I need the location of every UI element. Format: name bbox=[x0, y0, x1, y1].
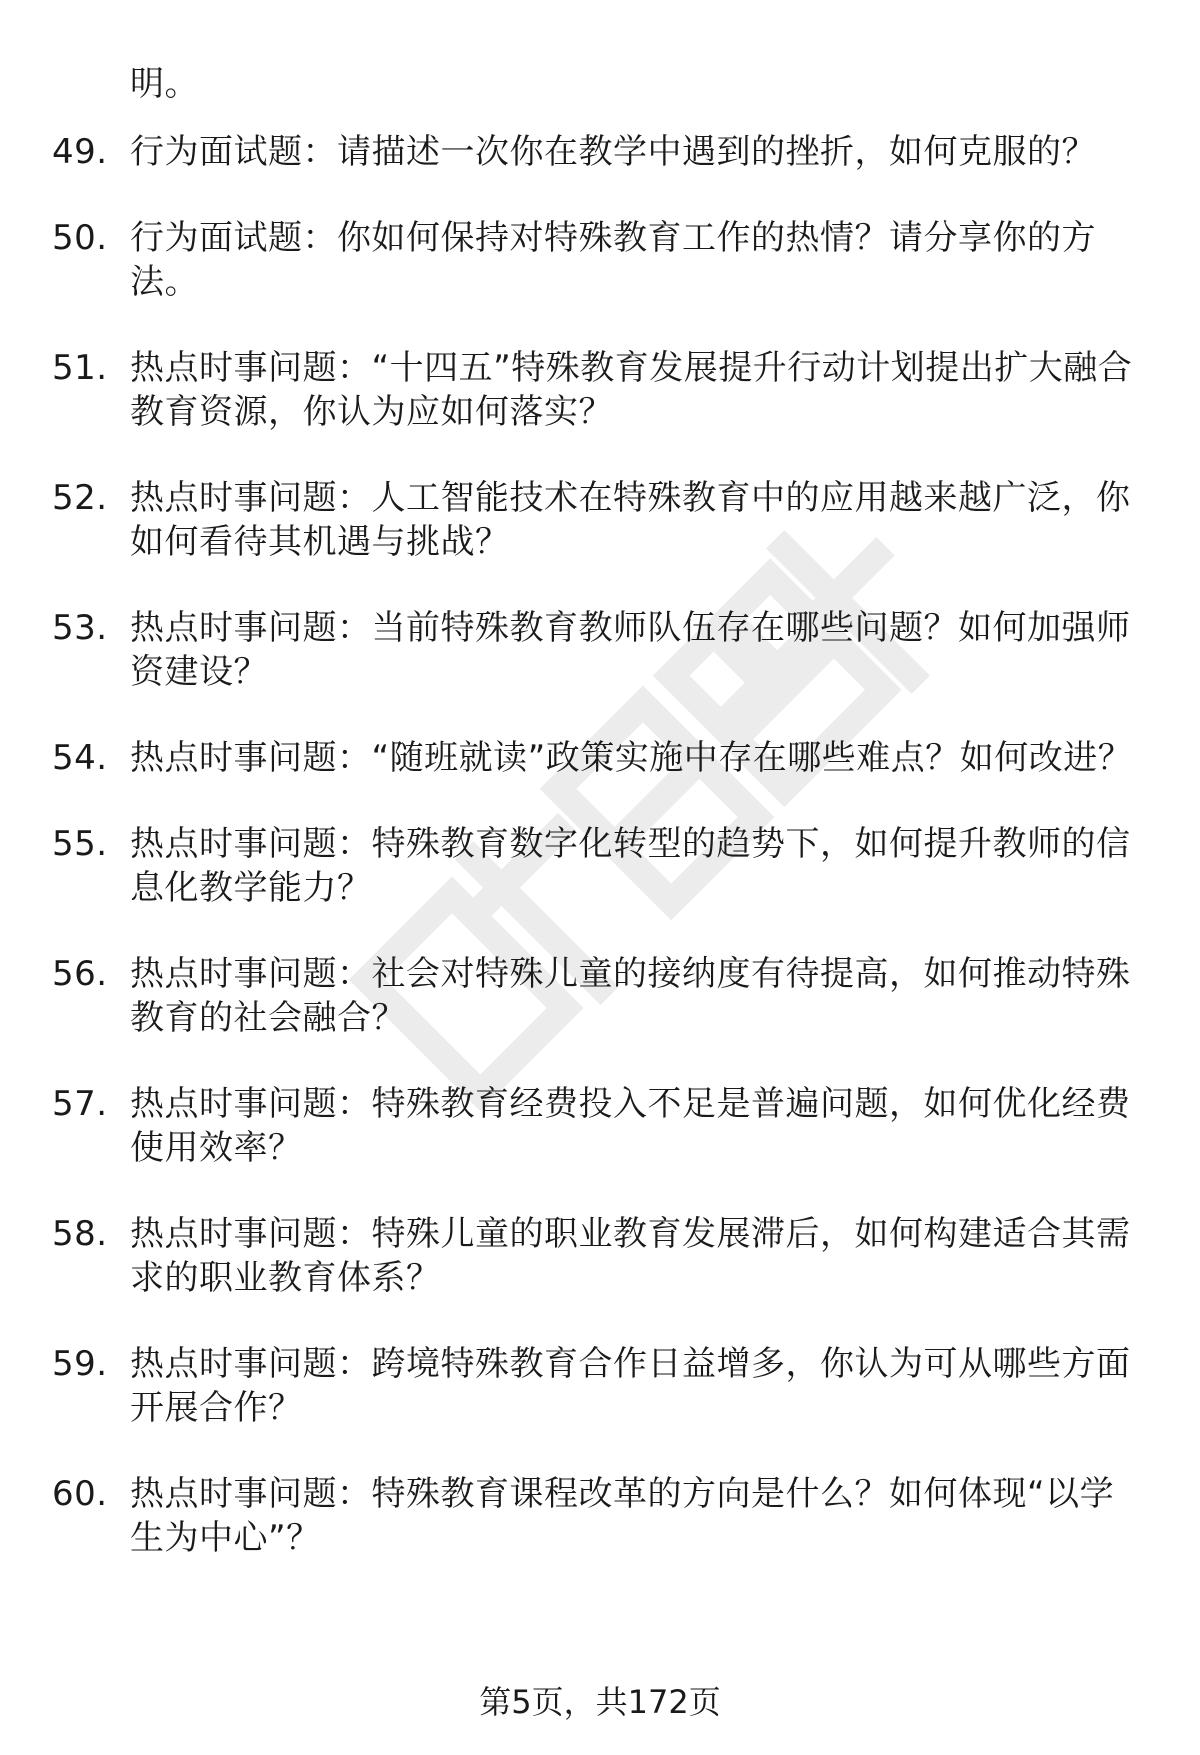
question-number: 55. bbox=[52, 824, 108, 864]
question-number: 51. bbox=[52, 348, 108, 388]
question-text: 热点时事问题：跨境特殊教育合作日益增多，你认为可从哪些方面开展合作？ bbox=[130, 1344, 1131, 1428]
question-item bbox=[0, 476, 1200, 564]
question-text: 热点时事问题：特殊教育经费投入不足是普遍问题，如何优化经费使用效率？ bbox=[130, 1084, 1131, 1168]
question-item bbox=[0, 1472, 1200, 1560]
question-text: 行为面试题：请描述一次你在教学中遇到的挫折，如何克服的？ bbox=[130, 132, 1096, 172]
question-number: 58. bbox=[52, 1214, 108, 1254]
question-text: 热点时事问题：“十四五”特殊教育发展提升行动计划提出扩大融合教育资源，你认为应如何落实？ bbox=[130, 348, 1133, 432]
question-text: 行为面试题：你如何保持对特殊教育工作的热情？请分享你的方法。 bbox=[130, 218, 1096, 302]
question-item bbox=[0, 216, 1200, 304]
question-number: 57. bbox=[52, 1084, 108, 1124]
question-item bbox=[0, 822, 1200, 910]
question-item bbox=[0, 1212, 1200, 1300]
question-number: 54. bbox=[52, 738, 108, 778]
page-footer: 第5页，共172页 bbox=[479, 1683, 721, 1721]
previous-question-continuation: 明。 bbox=[130, 64, 199, 104]
question-item bbox=[0, 1082, 1200, 1170]
question-item bbox=[0, 130, 1200, 174]
question-number: 60. bbox=[52, 1474, 108, 1514]
question-number: 49. bbox=[52, 132, 108, 172]
question-number: 50. bbox=[52, 218, 108, 258]
question-text: 热点时事问题：特殊儿童的职业教育发展滞后，如何构建适合其需求的职业教育体系？ bbox=[130, 1214, 1131, 1298]
question-number: 53. bbox=[52, 608, 108, 648]
question-item bbox=[0, 736, 1200, 780]
question-item bbox=[0, 346, 1200, 434]
question-text: 热点时事问题：当前特殊教育教师队伍存在哪些问题？如何加强师资建设？ bbox=[130, 608, 1131, 692]
question-text: 热点时事问题：人工智能技术在特殊教育中的应用越来越广泛，你如何看待其机遇与挑战？ bbox=[130, 478, 1131, 562]
question-item bbox=[0, 606, 1200, 694]
question-number: 52. bbox=[52, 478, 108, 518]
question-number: 59. bbox=[52, 1344, 108, 1384]
question-text: 热点时事问题：社会对特殊儿童的接纳度有待提高，如何推动特殊教育的社会融合？ bbox=[130, 954, 1131, 1038]
question-item bbox=[0, 952, 1200, 1040]
question-text: 热点时事问题：特殊教育数字化转型的趋势下，如何提升教师的信息化教学能力？ bbox=[130, 824, 1131, 908]
question-text: 热点时事问题：“随班就读”政策实施中存在哪些难点？如何改进？ bbox=[130, 738, 1133, 778]
question-item bbox=[0, 1342, 1200, 1430]
question-list bbox=[0, 130, 1200, 1602]
question-number: 56. bbox=[52, 954, 108, 994]
question-text: 热点时事问题：特殊教育课程改革的方向是什么？如何体现“以学生为中心”？ bbox=[130, 1474, 1115, 1558]
